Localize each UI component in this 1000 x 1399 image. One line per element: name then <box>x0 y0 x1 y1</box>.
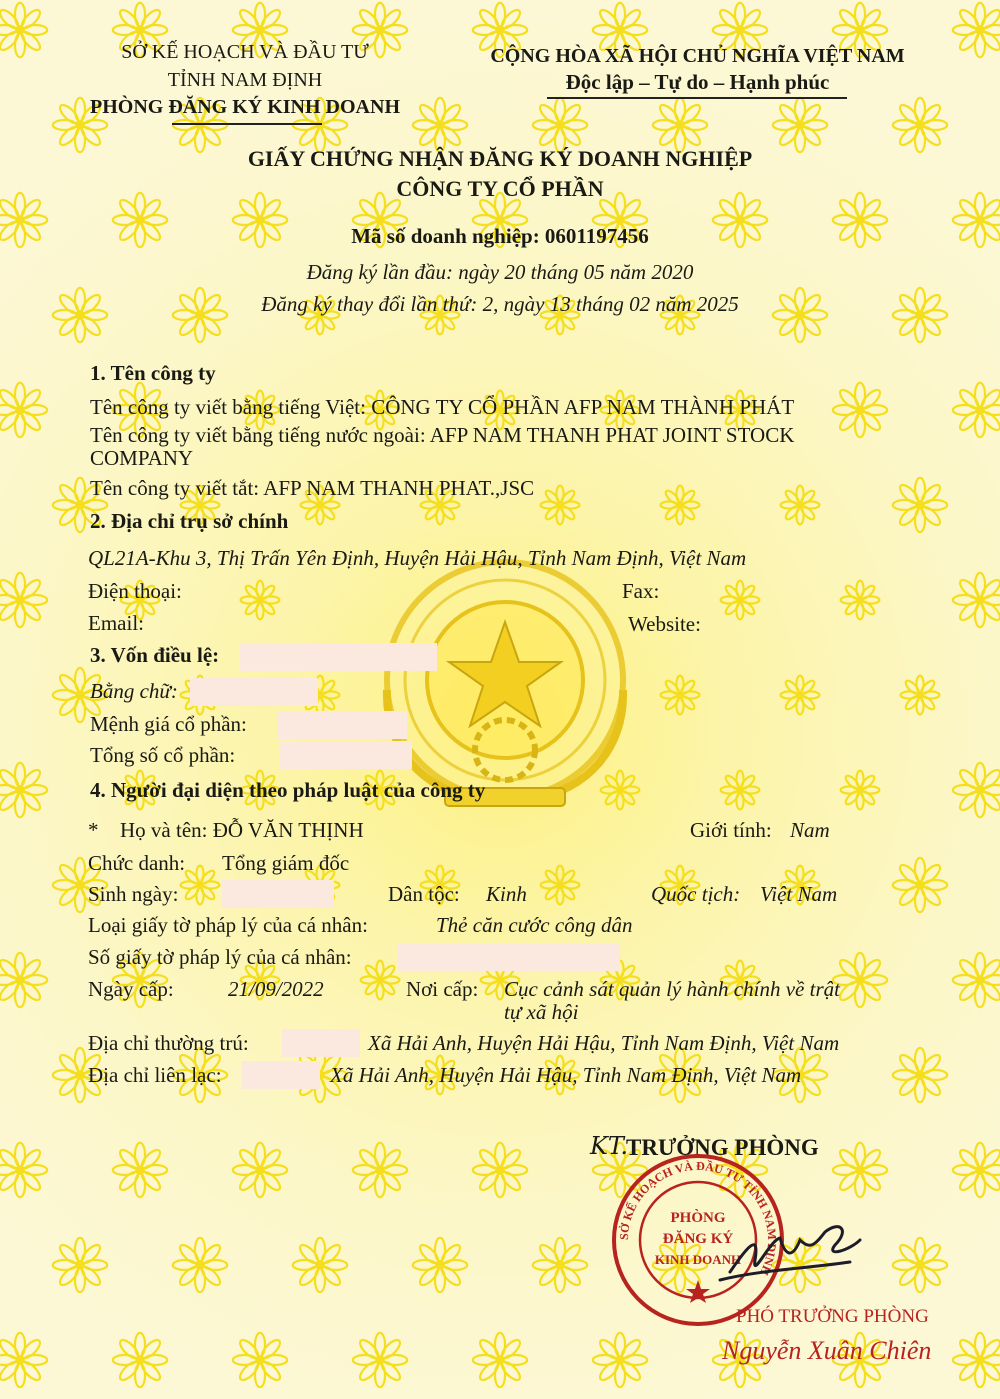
flower-motif <box>893 478 947 532</box>
flower-motif <box>541 486 580 525</box>
flower-motif <box>893 98 947 152</box>
flower-motif <box>721 581 760 620</box>
page-title: GIẤY CHỨNG NHẬN ĐĂNG KÝ DOANH NGHIỆP <box>247 146 753 171</box>
flower-motif <box>473 1143 527 1197</box>
fax-label: Fax: <box>622 579 660 603</box>
flower-motif <box>413 1238 467 1292</box>
flower-motif <box>533 98 587 152</box>
flower-motif <box>0 1143 47 1197</box>
header-right-line1: CỘNG HÒA XÃ HỘI CHỦ NGHĨA VIỆT NAM <box>490 45 905 67</box>
id-type-label: Loại giấy tờ pháp lý của cá nhân: <box>88 913 368 937</box>
flower-motif <box>601 771 640 810</box>
flower-motif <box>473 1333 527 1387</box>
header-left-underline <box>172 123 322 125</box>
stamp-ring-text: SỞ KẾ HOẠCH VÀ ĐẦU TƯ TỈNH NAM ĐỊNH <box>616 1158 780 1278</box>
flower-motif <box>541 866 580 905</box>
nationality-label: Quốc tịch: <box>651 882 741 906</box>
website-label: Website: <box>628 612 701 636</box>
foreign-company-name-line2: COMPANY <box>90 446 194 470</box>
flower-motif <box>0 1333 47 1387</box>
flower-motif <box>533 1238 587 1292</box>
flower-motif <box>781 676 820 715</box>
redacted-id-number <box>398 943 620 971</box>
flower-motif <box>53 1238 107 1292</box>
change-registration: Đăng ký thay đổi lần thứ: 2, ngày 13 tháng 02 năm 2025 <box>261 292 739 316</box>
flower-motif <box>953 383 1000 437</box>
flower-motif <box>181 866 220 905</box>
nationality-value: Việt Nam <box>760 882 838 906</box>
issue-date-value: 21/09/2022 <box>228 977 324 1001</box>
flower-motif <box>0 383 47 437</box>
bullet: * <box>88 818 99 842</box>
flower-motif <box>953 1143 1000 1197</box>
issue-place-line1: Cục cảnh sát quản lý hành chính về trật <box>504 977 840 1001</box>
enterprise-code: Mã số doanh nghiệp: 0601197456 <box>351 224 649 248</box>
header-left-line1: SỞ KẾ HOẠCH VÀ ĐẦU TƯ <box>121 41 369 63</box>
issue-place-line2: tự xã hội <box>504 1000 579 1024</box>
section4-heading: 4. Người đại diện theo pháp luật của công ty <box>90 778 486 802</box>
flower-motif <box>721 771 760 810</box>
stamp-line3: KINH DOANH <box>654 1252 742 1267</box>
redacted-par-value <box>277 711 407 739</box>
header-left-line2: TỈNH NAM ĐỊNH <box>167 69 323 91</box>
issue-place-label: Nơi cấp: <box>406 977 479 1001</box>
section2-heading: 2. Địa chỉ trụ sở chính <box>90 509 289 533</box>
flower-motif <box>953 1333 1000 1387</box>
contact-address-label: Địa chỉ liên lạc: <box>88 1063 222 1087</box>
section1-heading: 1. Tên công ty <box>90 361 216 385</box>
flower-motif <box>893 1238 947 1292</box>
short-company-name: Tên công ty viết tắt: AFP NAM THANH PHAT.,JSC <box>90 476 535 500</box>
national-emblem-watermark <box>387 562 623 806</box>
capital-in-words-label: Bằng chữ: <box>90 679 178 703</box>
flower-motif <box>241 581 280 620</box>
flower-motif <box>233 1333 287 1387</box>
header-left-line3: PHÒNG ĐĂNG KÝ KINH DOANH <box>90 96 400 118</box>
flower-motif <box>953 953 1000 1007</box>
flower-motif <box>953 763 1000 817</box>
flower-motif <box>113 1143 167 1197</box>
stamp-line2: ĐĂNG KÝ <box>662 1231 734 1247</box>
flower-motif <box>0 763 47 817</box>
header-right-underline <box>547 97 847 99</box>
flower-motif <box>593 1333 647 1387</box>
email-label: Email: <box>88 611 144 635</box>
flower-motif <box>841 581 880 620</box>
flower-motif <box>0 573 47 627</box>
total-shares-label: Tổng số cổ phần: <box>90 743 236 767</box>
flower-motif <box>833 953 887 1007</box>
representative-name: Họ và tên: ĐỖ VĂN THỊNH <box>120 818 364 842</box>
stamp-line1: PHÒNG <box>670 1210 726 1226</box>
flower-motif <box>833 383 887 437</box>
flower-motif <box>893 1048 947 1102</box>
issue-date-label: Ngày cấp: <box>88 977 174 1001</box>
id-type-value: Thẻ căn cước công dân <box>436 913 633 937</box>
id-number-label: Số giấy tờ pháp lý của cá nhân: <box>88 945 352 969</box>
redacted-capital <box>240 643 437 671</box>
head-office-address: QL21A-Khu 3, Thị Trấn Yên Định, Huyện Hải Hậu, Tỉnh Nam Định, Việt Nam <box>88 546 747 570</box>
signature-prefix: KT. <box>590 1132 629 1160</box>
foreign-company-name-line1: Tên công ty viết bằng tiếng nước ngoài: AFP NAM THANH PHAT JOINT STOCK <box>90 423 795 447</box>
flower-motif <box>361 961 400 1000</box>
flower-motif <box>653 98 707 152</box>
flower-motif <box>293 1238 347 1292</box>
phone-label: Điện thoại: <box>88 579 182 603</box>
redacted-capital-words <box>190 678 318 706</box>
flower-motif <box>901 676 940 715</box>
header-right-line2: Độc lập – Tự do – Hạnh phúc <box>565 70 830 94</box>
flower-motif <box>173 1238 227 1292</box>
flower-motif <box>0 3 47 57</box>
redacted-permanent-address <box>282 1029 360 1057</box>
page-subtitle: CÔNG TY CỔ PHẦN <box>396 176 604 201</box>
par-value-label: Mệnh giá cổ phần: <box>90 712 247 736</box>
gender-value: Nam <box>790 818 830 842</box>
vn-company-name: Tên công ty viết bằng tiếng Việt: CÔNG TY CỔ PHẦN AFP NAM THÀNH PHÁT <box>90 395 795 419</box>
flower-motif <box>353 1333 407 1387</box>
flower-motif <box>773 98 827 152</box>
flower-motif <box>661 486 700 525</box>
flower-motif <box>841 771 880 810</box>
flower-motif <box>781 486 820 525</box>
ethnicity-label: Dân tộc: <box>388 882 460 906</box>
flower-motif <box>233 1143 287 1197</box>
dob-label: Sinh ngày: <box>88 882 179 906</box>
flower-motif <box>113 1333 167 1387</box>
redacted-total-shares <box>280 741 412 769</box>
position-value: Tổng giám đốc <box>222 851 350 875</box>
flower-motif <box>953 573 1000 627</box>
flower-motif <box>0 953 47 1007</box>
flower-motif <box>661 676 700 715</box>
permanent-address-label: Địa chỉ thường trú: <box>88 1031 249 1055</box>
permanent-address-value: Xã Hải Anh, Huyện Hải Hậu, Tỉnh Nam Định, Việt Nam <box>368 1031 840 1055</box>
flower-motif <box>893 858 947 912</box>
contact-address-value: Xã Hải Anh, Huyện Hải Hậu, Tỉnh Nam Định, Việt Nam <box>330 1063 802 1087</box>
redacted-dob <box>222 880 334 908</box>
first-registration: Đăng ký lần đầu: ngày 20 tháng 05 năm 2020 <box>306 260 694 284</box>
handwritten-signature <box>700 1210 870 1290</box>
flower-motif <box>953 3 1000 57</box>
gender-label: Giới tính: <box>690 818 772 842</box>
ethnicity-value: Kinh <box>486 882 527 906</box>
flower-motif <box>353 1143 407 1197</box>
flower-motif <box>833 1143 887 1197</box>
section3-heading: 3. Vốn điều lệ: <box>90 643 220 667</box>
redacted-contact-address <box>242 1061 320 1089</box>
head-title: TRƯỞNG PHÒNG <box>626 1135 819 1160</box>
deputy-title: PHÓ TRƯỞNG PHÒNG <box>736 1306 929 1327</box>
position-label: Chức danh: <box>88 851 186 875</box>
signer-name: Nguyễn Xuân Chiên <box>722 1336 932 1365</box>
